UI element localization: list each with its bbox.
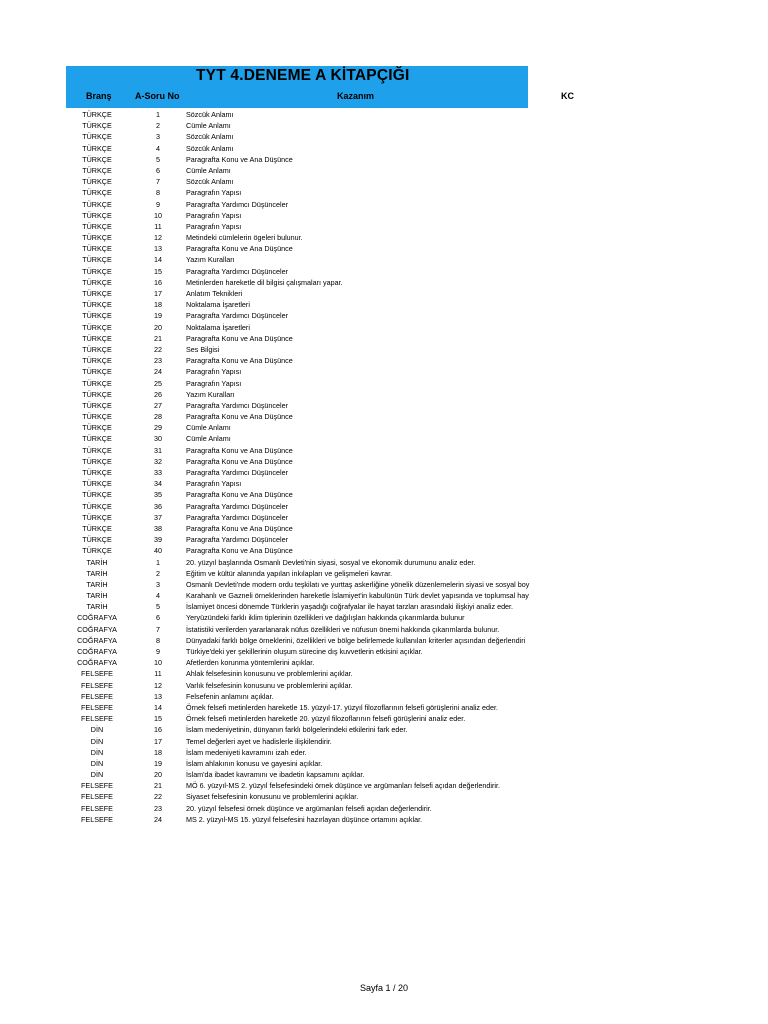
cell-soru-no: 22 (154, 792, 162, 802)
cell-soru-no: 18 (154, 300, 162, 310)
table-row (0, 601, 768, 612)
table-row (0, 624, 768, 635)
cell-soru-no: 34 (154, 479, 162, 489)
cell-soru-no: 11 (154, 221, 162, 231)
table-row (0, 187, 768, 198)
cell-kazanim: Cümle Anlamı (186, 434, 231, 444)
cell-brans: DİN (90, 758, 104, 768)
cell-kazanim: Paragrafta Yardımcı Düşünceler (186, 501, 289, 511)
cell-brans: DİN (90, 725, 104, 735)
cell-soru-no: 23 (154, 356, 162, 366)
cell-brans: TÜRKÇE (82, 322, 112, 332)
cell-brans: TÜRKÇE (82, 400, 112, 410)
cell-kazanim: Sözcük Anlamı (186, 143, 234, 153)
table-row (0, 333, 768, 344)
page-title: TYT 4.DENEME A KİTAPÇIĞI (196, 67, 410, 84)
cell-brans: TÜRKÇE (82, 311, 112, 321)
table-row (0, 736, 768, 747)
cell-soru-no: 39 (154, 535, 162, 545)
cell-kazanim: Türkiye'deki yer şekillerinin oluşum sürecine dış kuvvetlerin etkisini açıklar. (186, 647, 423, 656)
cell-kazanim: Paragrafta Konu ve Ana Düşünce (186, 490, 293, 500)
cell-kazanim: Paragrafta Yardımcı Düşünceler (186, 199, 289, 209)
cell-soru-no: 10 (154, 210, 162, 220)
table-row (0, 411, 768, 422)
cell-soru-no: 13 (154, 244, 162, 254)
table-row (0, 691, 768, 702)
cell-brans: TÜRKÇE (82, 233, 112, 243)
cell-soru-no: 17 (154, 289, 162, 298)
cell-brans: TÜRKÇE (82, 277, 112, 287)
table-row (0, 176, 768, 187)
table-row (0, 557, 768, 568)
cell-brans: TÜRKÇE (82, 367, 112, 377)
table-row (0, 579, 768, 590)
cell-brans: TÜRKÇE (82, 378, 112, 388)
table-row (0, 534, 768, 545)
cell-brans: TÜRKÇE (82, 344, 112, 354)
table-row (0, 299, 768, 310)
cell-brans: TÜRKÇE (82, 221, 112, 231)
cell-kazanim: Afetlerden korunma yöntemlerini açıklar. (186, 658, 315, 668)
cell-soru-no: 38 (154, 523, 162, 533)
table-row (0, 646, 768, 657)
cell-kazanim: Yeryüzündeki farklı iklim tiplerinin özellikleri ve dağılışları hakkında çıkarımlarda bulunur (186, 613, 465, 623)
cell-soru-no: 8 (156, 188, 160, 198)
table-row (0, 243, 768, 254)
cell-soru-no: 9 (156, 199, 160, 209)
cell-brans: TÜRKÇE (82, 110, 112, 119)
cell-kazanim: Paragrafın Yapısı (186, 378, 242, 388)
cell-brans: TARİH (86, 568, 108, 578)
cell-soru-no: 19 (154, 758, 162, 768)
table-row (0, 758, 768, 769)
cell-brans: TARİH (86, 579, 108, 589)
cell-soru-no: 14 (154, 702, 162, 712)
table-row (0, 400, 768, 411)
cell-kazanim: MÖ 6. yüzyıl-MS 2. yüzyıl felsefesindeki örnek düşünce ve argümanları felsefi açıdan değerlendirir. (186, 781, 501, 791)
cell-kazanim: İslam medeniyetinin, dünyanın farklı bölgelerindeki etkilerini fark eder. (186, 725, 408, 735)
cell-brans: FELSEFE (81, 803, 113, 813)
table-row (0, 310, 768, 321)
table-row (0, 512, 768, 523)
cell-kazanim: İslamiyet öncesi dönemde Türklerin yaşadığı coğrafyalar ile hayat tarzları arasındaki ilişkiyi analiz eder. (186, 602, 514, 612)
page-footer: Sayfa 1 / 20 (359, 983, 409, 993)
cell-kazanim: Ahlak felsefesinin konusunu ve problemlerini açıklar. (186, 669, 353, 679)
cell-kazanim: Ses Bilgisi (186, 344, 220, 354)
cell-brans: TÜRKÇE (82, 501, 112, 511)
table-row (0, 131, 768, 142)
table-row (0, 747, 768, 758)
cell-brans: TÜRKÇE (82, 479, 112, 489)
cell-soru-no: 7 (156, 177, 160, 187)
table-row (0, 277, 768, 288)
cell-soru-no: 40 (154, 546, 162, 556)
cell-brans: FELSEFE (81, 781, 113, 791)
cell-brans: TÜRKÇE (82, 356, 112, 366)
cell-brans: TÜRKÇE (82, 468, 112, 477)
cell-kazanim: Paragrafın Yapısı (186, 188, 242, 198)
cell-soru-no: 2 (156, 121, 160, 131)
table-row (0, 635, 768, 646)
cell-soru-no: 4 (156, 143, 160, 153)
cell-kazanim: Örnek felsefi metinlerden hareketle 15. yüzyıl-17. yüzyıl filozoflarının felsefi görüşlerini analiz eder. (186, 702, 499, 712)
cell-kazanim: Dünyadaki farklı bölge örneklerini, özellikleri ve bölge belirlemede kullanılan kriterler açısından değerlendiri (186, 635, 526, 645)
cell-kazanim: Metindeki cümlelerin ögeleri bulunur. (186, 233, 303, 243)
cell-kazanim: Paragrafta Yardımcı Düşünceler (186, 266, 289, 276)
cell-kazanim: Paragrafta Yardımcı Düşünceler (186, 512, 289, 522)
table-row (0, 668, 768, 679)
cell-kazanim: Sözcük Anlamı (186, 177, 234, 187)
table-row (0, 445, 768, 456)
cell-kazanim: Sözcük Anlamı (186, 132, 234, 142)
cell-brans: TÜRKÇE (82, 143, 112, 153)
cell-soru-no: 16 (154, 277, 162, 287)
cell-soru-no: 20 (154, 322, 162, 332)
cell-soru-no: 15 (154, 714, 162, 724)
cell-soru-no: 22 (154, 344, 162, 354)
cell-soru-no: 36 (154, 501, 162, 511)
table-row (0, 422, 768, 433)
cell-soru-no: 12 (154, 680, 162, 690)
cell-brans: TÜRKÇE (82, 121, 112, 131)
cell-kazanim: Cümle Anlamı (186, 121, 231, 131)
table-row (0, 780, 768, 791)
cell-brans: TÜRKÇE (82, 210, 112, 220)
cell-kazanim: Paragrafın Yapısı (186, 210, 242, 220)
table-row (0, 109, 768, 120)
cell-soru-no: 16 (154, 725, 162, 735)
cell-brans: TÜRKÇE (82, 165, 112, 175)
cell-kazanim: Paragrafta Konu ve Ana Düşünce (186, 523, 293, 533)
cell-brans: TÜRKÇE (82, 333, 112, 343)
cell-brans: FELSEFE (81, 814, 113, 824)
cell-kazanim: Cümle Anlamı (186, 165, 231, 175)
cell-kazanim: Sözcük Anlamı (186, 110, 234, 119)
cell-soru-no: 6 (156, 165, 160, 175)
cell-soru-no: 33 (154, 468, 162, 477)
cell-soru-no: 19 (154, 311, 162, 321)
cell-soru-no: 35 (154, 490, 162, 500)
cell-brans: TARİH (86, 602, 108, 612)
cell-brans: COĞRAFYA (77, 635, 117, 645)
table-row (0, 568, 768, 579)
cell-soru-no: 14 (154, 255, 162, 265)
cell-kazanim: MS 2. yüzyıl-MS 15. yüzyıl felsefesini hazırlayan düşünce ortamını açıklar. (186, 814, 423, 824)
cell-soru-no: 32 (154, 456, 162, 466)
cell-soru-no: 3 (156, 132, 160, 142)
cell-soru-no: 17 (154, 736, 162, 746)
table-row (0, 657, 768, 668)
cell-brans: DİN (90, 747, 104, 757)
column-header-kc: KC (561, 91, 574, 101)
table-row (0, 120, 768, 131)
cell-brans: FELSEFE (81, 669, 113, 679)
table-row (0, 467, 768, 478)
cell-soru-no: 37 (154, 512, 162, 522)
table-row (0, 232, 768, 243)
cell-soru-no: 10 (154, 658, 162, 668)
cell-brans: TÜRKÇE (82, 423, 112, 433)
cell-soru-no: 1 (156, 557, 160, 567)
cell-kazanim: 20. yüzyıl felsefesi örnek düşünce ve argümanları felsefi açıdan değerlendirir. (186, 803, 432, 813)
table-row (0, 456, 768, 467)
cell-kazanim: İslam ahlakının konusu ve gayesini açıklar. (186, 758, 323, 768)
table-row (0, 433, 768, 444)
cell-kazanim: Eğitim ve kültür alanında yapılan inkılapları ve gelişmeleri kavrar. (186, 568, 393, 578)
cell-kazanim: Paragrafta Konu ve Ana Düşünce (186, 333, 293, 343)
cell-soru-no: 11 (154, 669, 162, 679)
table-row (0, 355, 768, 366)
cell-brans: TARİH (86, 557, 108, 567)
cell-soru-no: 6 (156, 613, 160, 623)
cell-kazanim: Karahanlı ve Gazneli örneklerinden hareketle İslamiyet'in kabulünün Türk devlet yapısında ve toplumsal hay (186, 591, 529, 601)
cell-soru-no: 18 (154, 747, 162, 757)
cell-kazanim: İslam medeniyeti kavramını izah eder. (186, 747, 307, 757)
table-row (0, 322, 768, 333)
cell-kazanim: Paragrafta Yardımcı Düşünceler (186, 468, 289, 477)
cell-brans: TÜRKÇE (82, 512, 112, 522)
table-row (0, 210, 768, 221)
cell-soru-no: 3 (156, 579, 160, 589)
cell-brans: TÜRKÇE (82, 434, 112, 444)
cell-brans: DİN (90, 770, 104, 780)
cell-kazanim: Felsefenin anlamını açıklar. (186, 691, 274, 701)
cell-brans: TÜRKÇE (82, 523, 112, 533)
cell-soru-no: 27 (154, 400, 162, 410)
table-row (0, 523, 768, 534)
cell-brans: COĞRAFYA (77, 624, 117, 634)
table-row (0, 612, 768, 623)
table-row (0, 344, 768, 355)
cell-brans: COĞRAFYA (77, 658, 117, 668)
table-row (0, 680, 768, 691)
cell-kazanim: Paragrafın Yapısı (186, 221, 242, 231)
cell-soru-no: 4 (156, 591, 160, 601)
table-row (0, 221, 768, 232)
cell-brans: FELSEFE (81, 714, 113, 724)
table-row (0, 489, 768, 500)
cell-kazanim: Metinlerden hareketle dil bilgisi çalışmaları yapar. (186, 277, 343, 287)
cell-brans: TÜRKÇE (82, 199, 112, 209)
cell-kazanim: Anlatım Teknikleri (186, 289, 243, 298)
table-row (0, 769, 768, 780)
cell-kazanim: Siyaset felsefesinin konusunu ve problemlerini açıklar. (186, 792, 359, 802)
table-row (0, 545, 768, 556)
cell-brans: COĞRAFYA (77, 613, 117, 623)
cell-soru-no: 24 (154, 367, 162, 377)
cell-kazanim: Varlık felsefesinin konusunu ve problemlerini açıklar. (186, 680, 353, 690)
column-header-soru-no: A-Soru No (135, 91, 180, 101)
cell-brans: COĞRAFYA (77, 647, 117, 656)
cell-soru-no: 20 (154, 770, 162, 780)
cell-soru-no: 21 (154, 333, 162, 343)
cell-soru-no: 29 (154, 423, 162, 433)
table-row (0, 154, 768, 165)
cell-brans: TÜRKÇE (82, 266, 112, 276)
table-row (0, 724, 768, 735)
cell-brans: TÜRKÇE (82, 154, 112, 164)
cell-kazanim: 20. yüzyıl başlarında Osmanlı Devleti'nin siyasi, sosyal ve ekonomik durumunu analiz eder. (186, 557, 476, 567)
cell-brans: TÜRKÇE (82, 389, 112, 399)
table-row (0, 590, 768, 601)
cell-soru-no: 8 (156, 635, 160, 645)
cell-soru-no: 30 (154, 434, 162, 444)
cell-kazanim: Paragrafta Konu ve Ana Düşünce (186, 445, 293, 455)
cell-brans: TÜRKÇE (82, 244, 112, 254)
cell-brans: TÜRKÇE (82, 490, 112, 500)
cell-soru-no: 7 (156, 624, 160, 634)
cell-kazanim: Temel değerleri ayet ve hadislerle ilişkilendirir. (186, 736, 332, 746)
cell-kazanim: Paragrafta Konu ve Ana Düşünce (186, 356, 293, 366)
cell-kazanim: Yazım Kuralları (186, 255, 235, 265)
cell-brans: FELSEFE (81, 792, 113, 802)
cell-kazanim: İslam'da ibadet kavramını ve ibadetin kapsamını açıklar. (186, 770, 365, 780)
cell-brans: TÜRKÇE (82, 535, 112, 545)
cell-kazanim: Paragrafta Konu ve Ana Düşünce (186, 244, 293, 254)
cell-brans: TÜRKÇE (82, 188, 112, 198)
table-row (0, 389, 768, 400)
cell-brans: TÜRKÇE (82, 546, 112, 556)
cell-soru-no: 1 (156, 110, 160, 119)
cell-soru-no: 5 (156, 602, 160, 612)
cell-kazanim: Örnek felsefi metinlerden hareketle 20. yüzyıl filozoflarının felsefi görüşlerini analiz eder. (186, 714, 466, 724)
table-row (0, 803, 768, 814)
table-row (0, 378, 768, 389)
cell-kazanim: Noktalama İşaretleri (186, 322, 250, 332)
cell-soru-no: 15 (154, 266, 162, 276)
table-row (0, 266, 768, 277)
cell-kazanim: Cümle Anlamı (186, 423, 231, 433)
cell-soru-no: 9 (156, 647, 160, 656)
cell-kazanim: Paragrafta Yardımcı Düşünceler (186, 535, 289, 545)
cell-brans: TARİH (86, 591, 108, 601)
table-row (0, 165, 768, 176)
cell-brans: TÜRKÇE (82, 300, 112, 310)
cell-brans: TÜRKÇE (82, 456, 112, 466)
cell-brans: TÜRKÇE (82, 412, 112, 422)
table-row (0, 702, 768, 713)
cell-brans: TÜRKÇE (82, 132, 112, 142)
column-header-brans: Branş (86, 91, 112, 101)
cell-soru-no: 26 (154, 389, 162, 399)
table-row (0, 366, 768, 377)
table-row (0, 199, 768, 210)
cell-kazanim: Osmanlı Devleti'nde modern ordu teşkilatı ve yurttaş askerliğine yönelik düzenlemelerin siyasi ve sosyal boy (186, 579, 530, 589)
cell-kazanim: Paragrafta Yardımcı Düşünceler (186, 311, 289, 321)
table-row (0, 713, 768, 724)
table-row (0, 814, 768, 825)
cell-kazanim: Yazım Kuralları (186, 389, 235, 399)
cell-soru-no: 28 (154, 412, 162, 422)
table-row (0, 143, 768, 154)
cell-kazanim: Paragrafın Yapısı (186, 479, 242, 489)
cell-kazanim: İstatistiki verilerden yararlanarak nüfus özellikleri ve nüfusun önemi hakkında çıkarımlarda bulunur. (186, 624, 500, 634)
cell-kazanim: Noktalama İşaretleri (186, 300, 250, 310)
cell-kazanim: Paragrafta Konu ve Ana Düşünce (186, 456, 293, 466)
cell-soru-no: 5 (156, 154, 160, 164)
cell-kazanim: Paragrafta Konu ve Ana Düşünce (186, 546, 293, 556)
cell-brans: TÜRKÇE (82, 289, 112, 298)
cell-brans: TÜRKÇE (82, 177, 112, 187)
cell-brans: FELSEFE (81, 680, 113, 690)
cell-soru-no: 13 (154, 691, 162, 701)
table-row (0, 501, 768, 512)
cell-soru-no: 12 (154, 233, 162, 243)
cell-soru-no: 23 (154, 803, 162, 813)
column-header-kazanim: Kazanım (337, 91, 375, 101)
cell-brans: TÜRKÇE (82, 445, 112, 455)
cell-kazanim: Paragrafta Yardımcı Düşünceler (186, 400, 289, 410)
cell-kazanim: Paragrafın Yapısı (186, 367, 242, 377)
table-row (0, 254, 768, 265)
cell-brans: DİN (90, 736, 104, 746)
cell-brans: FELSEFE (81, 691, 113, 701)
table-row (0, 791, 768, 802)
cell-brans: FELSEFE (81, 702, 113, 712)
table-row (0, 288, 768, 299)
cell-soru-no: 31 (154, 445, 162, 455)
cell-soru-no: 2 (156, 568, 160, 578)
cell-soru-no: 25 (154, 378, 162, 388)
cell-brans: TÜRKÇE (82, 255, 112, 265)
cell-kazanim: Paragrafta Konu ve Ana Düşünce (186, 412, 293, 422)
cell-soru-no: 24 (154, 814, 162, 824)
table-row (0, 478, 768, 489)
cell-soru-no: 21 (154, 781, 162, 791)
table-body (0, 109, 768, 825)
cell-kazanim: Paragrafta Konu ve Ana Düşünce (186, 154, 293, 164)
